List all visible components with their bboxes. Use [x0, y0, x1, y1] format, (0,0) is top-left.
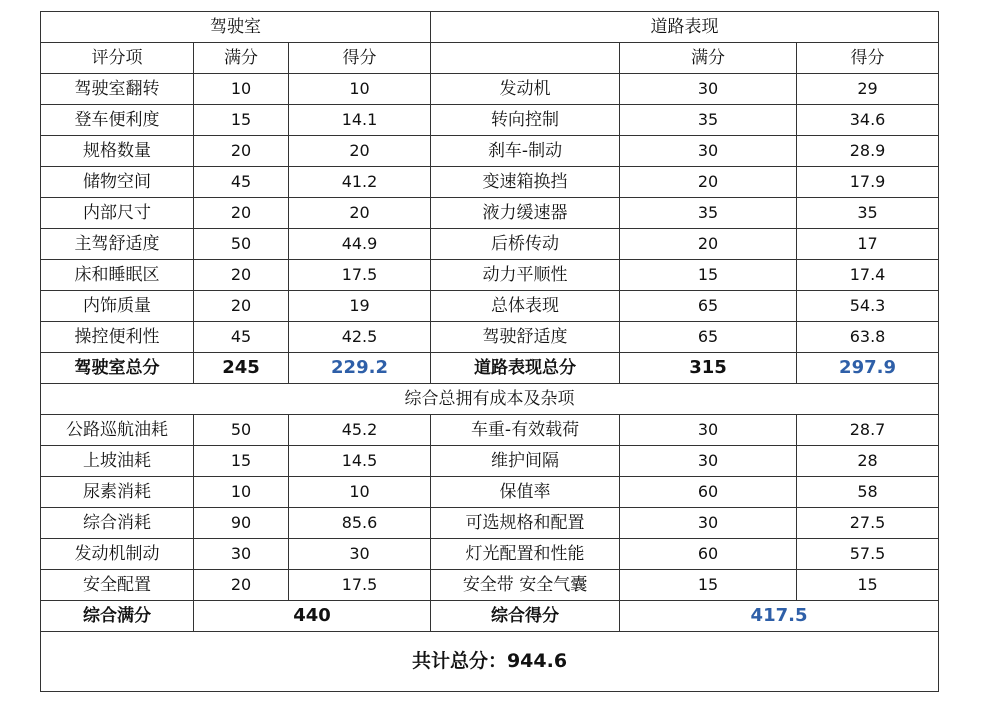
score-row [41, 477, 939, 508]
tco-right-item-name: 安全带 安全气囊 [431, 570, 620, 601]
cab-item-name: 主驾舒适度 [41, 229, 194, 260]
col-header-road-score: 得分 [797, 43, 939, 74]
tco-right-item-score: 27.5 [797, 508, 939, 539]
cab-item-name: 操控便利性 [41, 322, 194, 353]
road-item-name: 动力平顺性 [431, 260, 620, 291]
subtotal-row [41, 353, 939, 384]
tco-left-item-full: 15 [194, 446, 289, 477]
tco-left-item-name: 公路巡航油耗 [41, 415, 194, 446]
section-header-row [41, 12, 939, 43]
road-item-full: 65 [620, 322, 797, 353]
tco-left-item-full: 50 [194, 415, 289, 446]
road-item-name: 变速箱换挡 [431, 167, 620, 198]
road-subtotal-full: 315 [620, 353, 797, 384]
road-item-score: 29 [797, 74, 939, 105]
tco-left-item-name: 发动机制动 [41, 539, 194, 570]
cab-subtotal-score: 229.2 [289, 353, 431, 384]
cab-item-full: 10 [194, 74, 289, 105]
cab-item-full: 45 [194, 167, 289, 198]
tco-section-title: 综合总拥有成本及杂项 [41, 384, 939, 415]
tco-left-item-score: 14.5 [289, 446, 431, 477]
road-section-title: 道路表现 [431, 12, 939, 43]
tco-right-item-name: 灯光配置和性能 [431, 539, 620, 570]
tco-right-item-score: 58 [797, 477, 939, 508]
cab-item-full: 20 [194, 136, 289, 167]
tco-left-item-name: 尿素消耗 [41, 477, 194, 508]
road-item-name: 刹车-制动 [431, 136, 620, 167]
road-item-score: 17.9 [797, 167, 939, 198]
score-row [41, 74, 939, 105]
score-row [41, 415, 939, 446]
tco-left-item-score: 17.5 [289, 570, 431, 601]
cab-item-score: 10 [289, 74, 431, 105]
score-row [41, 539, 939, 570]
score-row [41, 446, 939, 477]
cab-item-full: 45 [194, 322, 289, 353]
cab-item-name: 规格数量 [41, 136, 194, 167]
road-item-score: 28.9 [797, 136, 939, 167]
cab-item-score: 20 [289, 198, 431, 229]
score-row [41, 136, 939, 167]
tco-right-item-score: 57.5 [797, 539, 939, 570]
tco-left-item-name: 安全配置 [41, 570, 194, 601]
cab-item-score: 41.2 [289, 167, 431, 198]
tco-left-item-full: 90 [194, 508, 289, 539]
cab-item-full: 20 [194, 198, 289, 229]
tco-left-item-name: 综合消耗 [41, 508, 194, 539]
road-item-score: 17 [797, 229, 939, 260]
section2-header-row [41, 384, 939, 415]
tco-right-item-score: 15 [797, 570, 939, 601]
tco-left-item-score: 45.2 [289, 415, 431, 446]
tco-right-item-full: 15 [620, 570, 797, 601]
score-row [41, 291, 939, 322]
column-header-row [41, 43, 939, 74]
cab-subtotal-label: 驾驶室总分 [41, 353, 194, 384]
tco-right-item-full: 60 [620, 539, 797, 570]
tco-right-item-score: 28 [797, 446, 939, 477]
cab-item-name: 驾驶室翻转 [41, 74, 194, 105]
road-subtotal-label: 道路表现总分 [431, 353, 620, 384]
combined-full-label: 综合满分 [41, 601, 194, 632]
cab-item-score: 44.9 [289, 229, 431, 260]
cab-item-score: 19 [289, 291, 431, 322]
combined-score-label: 综合得分 [431, 601, 620, 632]
tco-right-item-score: 28.7 [797, 415, 939, 446]
cab-section-title: 驾驶室 [41, 12, 431, 43]
cab-item-full: 20 [194, 260, 289, 291]
road-item-name: 总体表现 [431, 291, 620, 322]
tco-right-item-full: 60 [620, 477, 797, 508]
tco-right-item-name: 车重-有效载荷 [431, 415, 620, 446]
tco-left-item-full: 20 [194, 570, 289, 601]
score-row [41, 260, 939, 291]
road-item-full: 30 [620, 74, 797, 105]
col-header-score: 得分 [289, 43, 431, 74]
road-item-name: 发动机 [431, 74, 620, 105]
road-item-full: 15 [620, 260, 797, 291]
road-item-full: 30 [620, 136, 797, 167]
col-header-item: 评分项 [41, 43, 194, 74]
grand-total-row [41, 632, 939, 692]
road-item-full: 65 [620, 291, 797, 322]
cab-item-score: 14.1 [289, 105, 431, 136]
score-row [41, 570, 939, 601]
cab-item-name: 内部尺寸 [41, 198, 194, 229]
score-table [40, 11, 939, 692]
cab-item-score: 42.5 [289, 322, 431, 353]
cab-item-full: 50 [194, 229, 289, 260]
cab-subtotal-full: 245 [194, 353, 289, 384]
tco-left-item-name: 上坡油耗 [41, 446, 194, 477]
grand-total: 共计总分：944.6 [41, 632, 939, 692]
road-item-name: 液力缓速器 [431, 198, 620, 229]
road-item-full: 35 [620, 198, 797, 229]
col-header-road-full: 满分 [620, 43, 797, 74]
tco-left-item-full: 30 [194, 539, 289, 570]
road-item-full: 35 [620, 105, 797, 136]
tco-left-item-score: 30 [289, 539, 431, 570]
cab-item-name: 床和睡眠区 [41, 260, 194, 291]
cab-item-name: 登车便利度 [41, 105, 194, 136]
road-item-name: 驾驶舒适度 [431, 322, 620, 353]
score-row [41, 198, 939, 229]
road-item-full: 20 [620, 167, 797, 198]
score-table-body [41, 12, 939, 692]
cab-item-full: 20 [194, 291, 289, 322]
road-item-name: 转向控制 [431, 105, 620, 136]
tco-right-item-name: 维护间隔 [431, 446, 620, 477]
combined-full-value: 440 [194, 601, 431, 632]
road-item-score: 63.8 [797, 322, 939, 353]
col-header-full: 满分 [194, 43, 289, 74]
road-item-score: 34.6 [797, 105, 939, 136]
score-row [41, 508, 939, 539]
cab-item-name: 内饰质量 [41, 291, 194, 322]
road-subtotal-score: 297.9 [797, 353, 939, 384]
road-item-score: 17.4 [797, 260, 939, 291]
score-row [41, 229, 939, 260]
tco-right-item-name: 可选规格和配置 [431, 508, 620, 539]
cab-item-score: 17.5 [289, 260, 431, 291]
score-row [41, 322, 939, 353]
tco-right-item-full: 30 [620, 415, 797, 446]
tco-right-item-name: 保值率 [431, 477, 620, 508]
tco-left-item-score: 85.6 [289, 508, 431, 539]
tco-left-item-score: 10 [289, 477, 431, 508]
combined-row [41, 601, 939, 632]
col-header-road-item [431, 43, 620, 74]
tco-right-item-full: 30 [620, 508, 797, 539]
score-row [41, 167, 939, 198]
road-item-name: 后桥传动 [431, 229, 620, 260]
road-item-full: 20 [620, 229, 797, 260]
cab-item-full: 15 [194, 105, 289, 136]
score-row [41, 105, 939, 136]
tco-right-item-full: 30 [620, 446, 797, 477]
cab-item-score: 20 [289, 136, 431, 167]
cab-item-name: 储物空间 [41, 167, 194, 198]
road-item-score: 54.3 [797, 291, 939, 322]
combined-score-value: 417.5 [620, 601, 939, 632]
road-item-score: 35 [797, 198, 939, 229]
tco-left-item-full: 10 [194, 477, 289, 508]
